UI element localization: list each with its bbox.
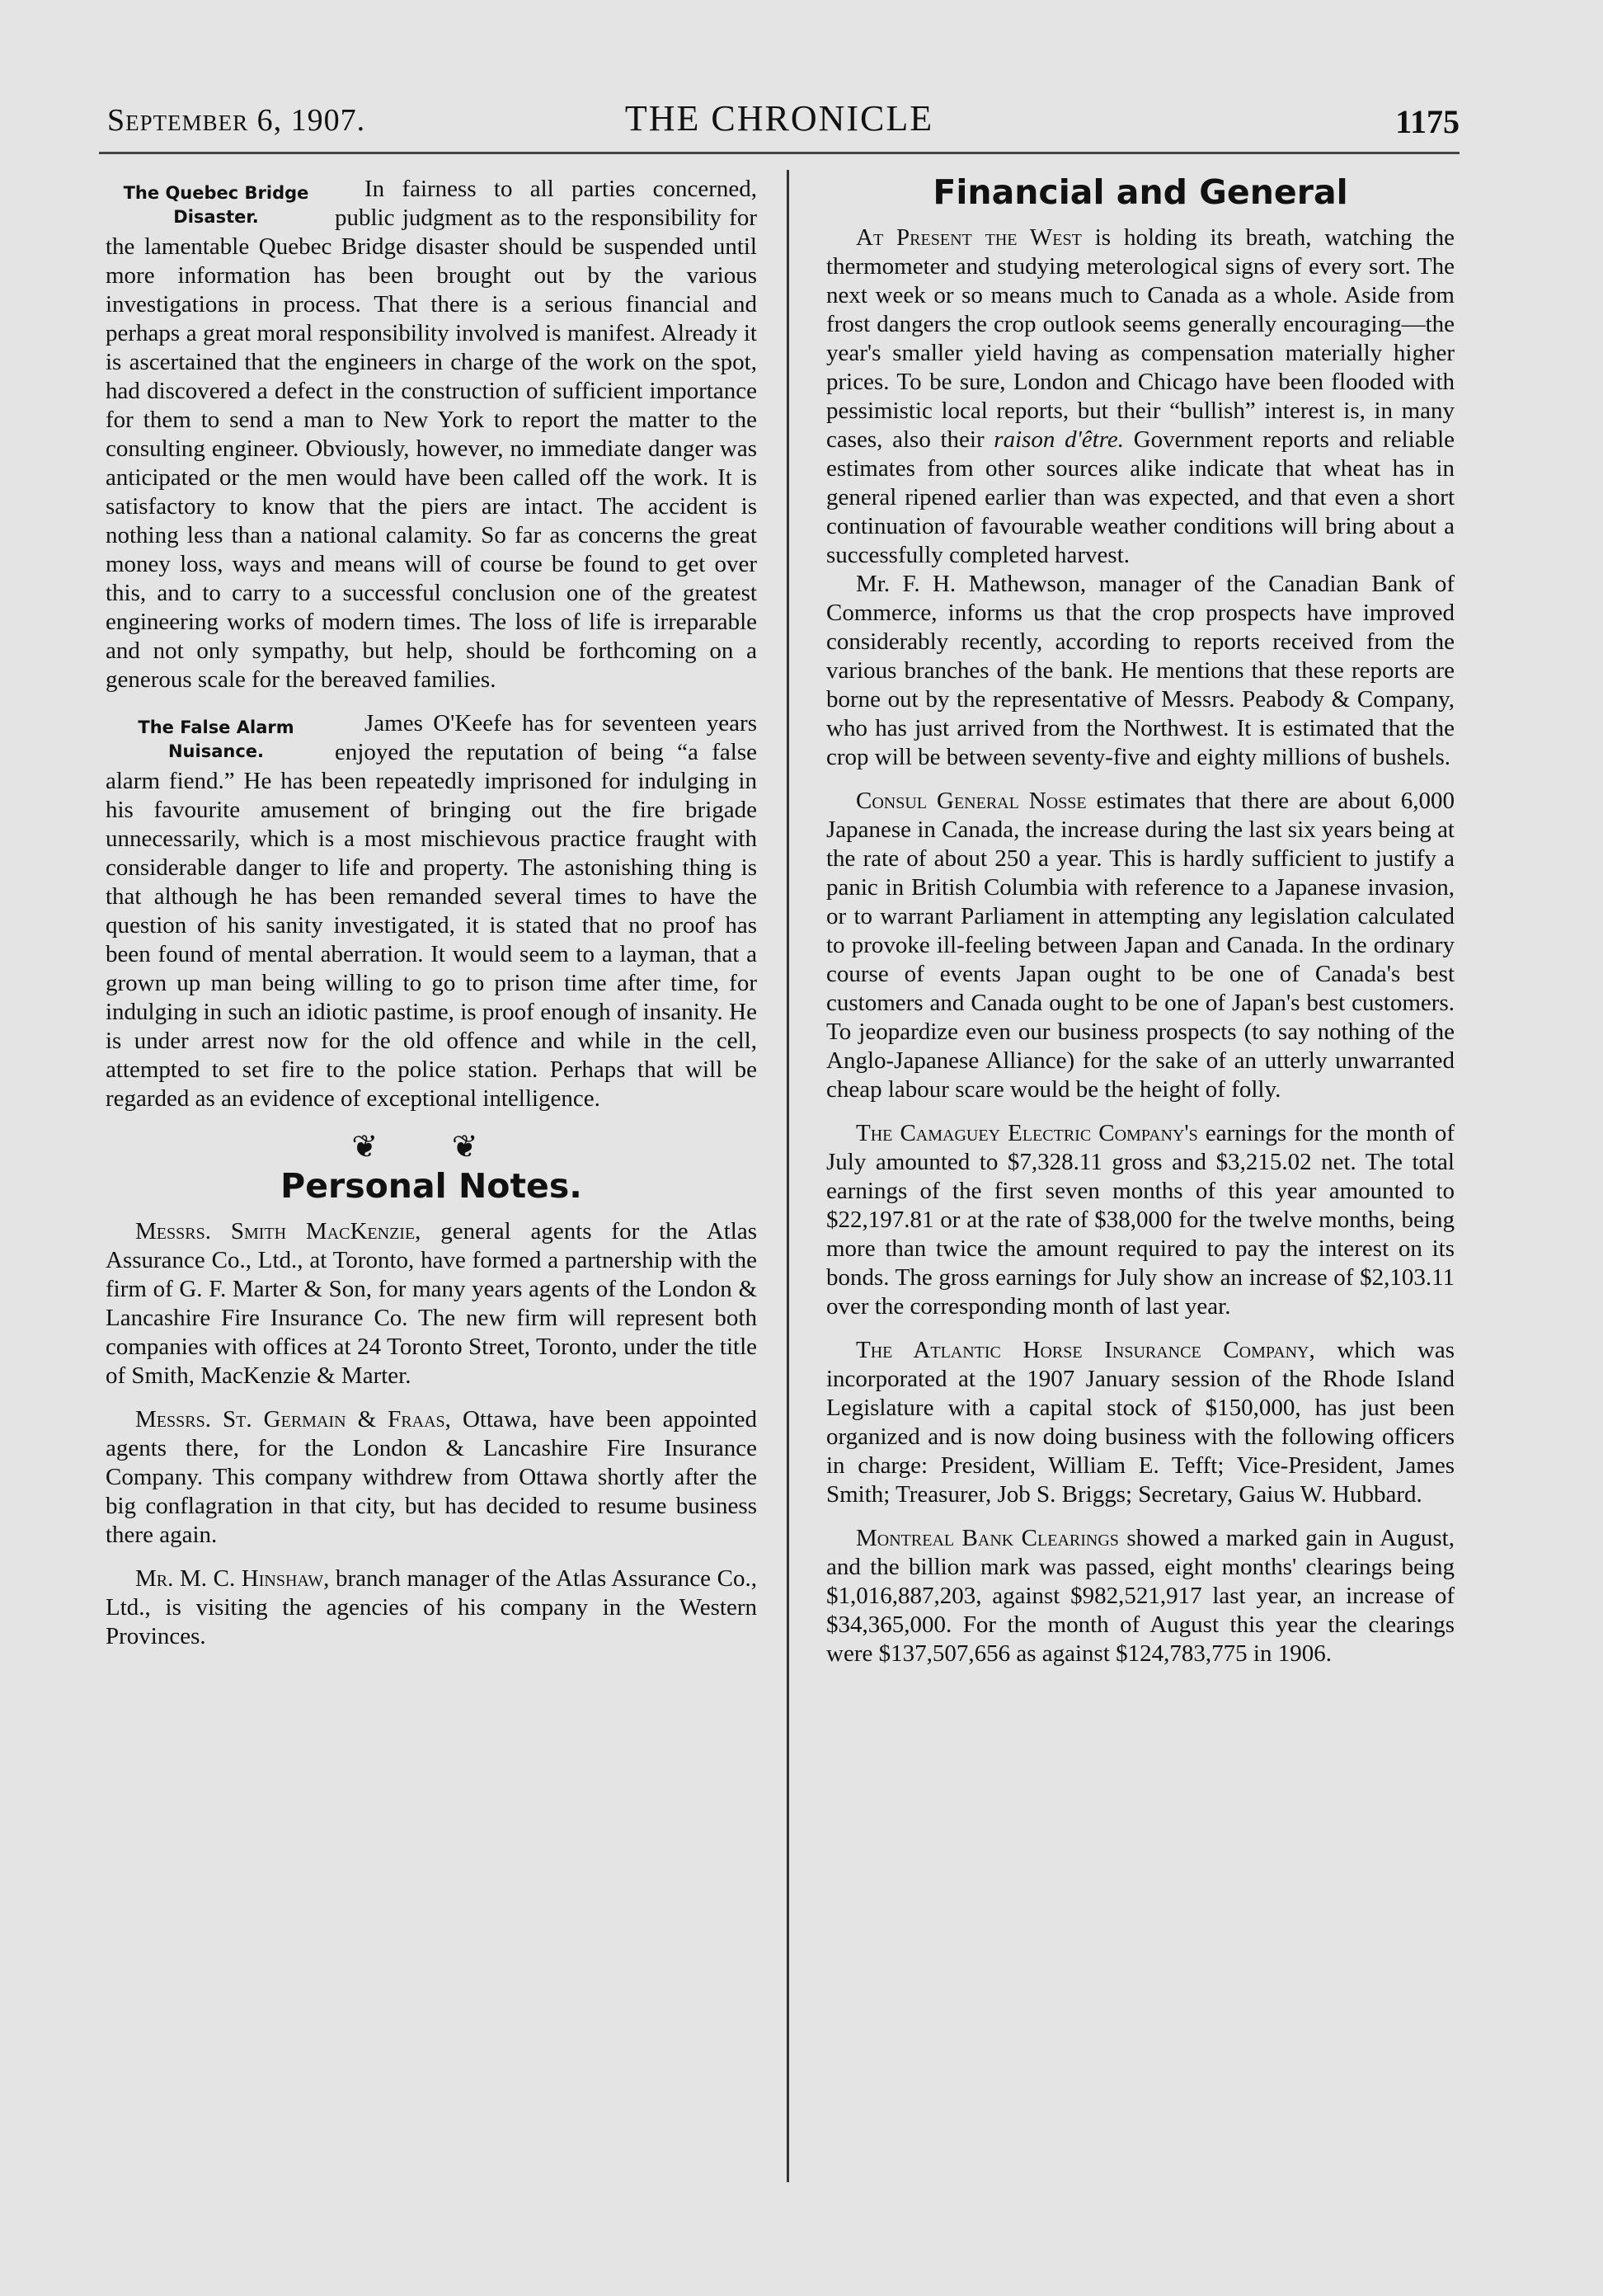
page-header: [99, 97, 1460, 147]
sidehead-line: The Quebec Bridge: [123, 183, 309, 203]
financial-item: [826, 223, 1455, 570]
note-lead: Mr. M. C. Hinshaw,: [135, 1565, 330, 1592]
article-body: James O'Keefe has for seventeen years enjoyed the reputation of being “a false alarm fiend.” He has been repeatedly imprisoned for indulging in his favourite amusement of bringing out the fire brigade unnecessarily, which is a most mischievous practice fraught with considerable danger to life and property. The astonishing thing is that although he has been remanded several times to have the question of his sanity investigated, it is stated that no proof has been found of mental aberration. It would seem to a layman, that a grown up man being willing to go to prison time after time, for indulging in such an idiotic pastime, is proof enough of insanity. He is under arrest now for the old offence and while in the cell, attempted to set fire to the police station. Perhaps that will be regarded as an evidence of exceptional intelligence.: [106, 710, 757, 1112]
financial-item: [826, 1336, 1455, 1509]
article-body: In fairness to all parties concerned, public judgment as to the responsibility for the lamentable Quebec Bridge disaster should be suspended until more information has been brought out by the various investigations in process. That there is a serious financial and perhaps a great moral responsibility involved is manifest. Already it is ascertained that the engineers in charge of the work on the spot, had discovered a defect in the construction of sufficient importance for them to send a man to New York to report the matter to the consulting engineer. Obviously, however, no immediate danger was anticipated or the men would have been called off the work. It is satisfactory to know that the piers are intact. The accident is nothing less than a national calamity. So far as concerns the great money loss, ways and means will of course be found to get over this, and to carry to a successful conclusion one of the greatest engineering works of modern times. The loss of life is irreparable and not only sympathy, but help, should be forthcoming on a generous scale for the bereaved families.: [106, 176, 757, 693]
header-rule: [99, 152, 1460, 154]
column-divider: [787, 170, 789, 2182]
personal-note: [106, 1217, 757, 1390]
section-title-financial: Financial and General: [933, 172, 1348, 212]
note-lead: Messrs. St. Germain & Fraas,: [135, 1406, 451, 1433]
publication-title: THE CHRONICLE: [624, 98, 934, 139]
item-text: earnings for the month of July amounted to $7,328.11 gross and $3,215.02 net. The total earnings of the first seven months of this year amounted to $22,197.81 or at the rate of $38,000 for the twelve months, being more than twice the amount required to pay the interest on its bonds. The gross earnings for July show an increase of $2,103.11 over the corresponding month of last year.: [826, 1120, 1455, 1320]
note-text: branch manager of the Atlas Assurance Co., Ltd., is visiting the agencies of his company in the Western Provinces.: [106, 1565, 757, 1649]
issue-date: September 6, 1907.: [107, 103, 366, 138]
page-number: 1175: [1395, 103, 1460, 140]
item-lead: The Camaguey Electric Company's: [856, 1120, 1198, 1146]
personal-note: [106, 1405, 757, 1550]
financial-item: Mr. F. H. Mathewson, manager of the Canadian Bank of Commerce, informs us that the crop prospects have improved considerably recently, according to reports received from the various branches of the bank. He mentions that these reports are borne out by the representative of Messrs. Peabody & Company, who has just arrived from the Northwest. It is estimated that the crop will be between seventy-five and eighty millions of bushels.: [826, 571, 1455, 770]
sidehead-quebec-bridge: [106, 181, 327, 229]
item-text: Government reports and reliable estimates from other sources alike indicate that wheat has in general ripened earlier than was expected, and that even a short continuation of favourable weather conditions will bring about a successfully completed harvest.: [826, 426, 1455, 568]
sidehead-false-alarm: [106, 716, 327, 764]
article-quebec-bridge: [106, 175, 757, 694]
note-text: general agents for the Atlas Assurance Co., Ltd., at Toronto, have formed a partnership with the firm of G. F. Marter & Son, for many years agents of the London & Lancashire Fire Insurance Co. The new firm will represent both companies with offices at 24 Toronto Street, Toronto, under the title of Smith, MacKenzie & Marter.: [106, 1218, 757, 1389]
personal-note: [106, 1564, 757, 1651]
financial-item: [826, 1119, 1455, 1321]
fleuron-ornament: ❦ ❦: [351, 1130, 511, 1164]
item-lead: Consul General Nosse: [856, 788, 1087, 814]
item-text: which was incorporated at the 1907 January session of the Rhode Island Legislature with a capital stock of $150,000, has just been organized and is now doing business with the following officers in charge: President, William E. Tefft; Vice-President, James Smith; Treasurer, Job S. Briggs; Secretary, Gaius W. Hubbard.: [826, 1337, 1455, 1508]
item-text: showed a marked gain in August, and the billion mark was passed, eight months' clearings being $1,016,887,203, against $982,521,917 last year, an increase of $34,365,000. For the month of August this year the clearings were $137,507,656 as against $124,783,775 in 1906.: [826, 1525, 1455, 1667]
item-italic: raison d'être.: [994, 426, 1125, 453]
note-text: Ottawa, have been appointed agents there, for the London & Lancashire Fire Insurance Company. This company withdrew from Ottawa shortly after the big conflagration in that city, but has decided to resume business there again.: [106, 1406, 758, 1548]
item-lead: At Present the West: [856, 224, 1082, 251]
item-lead: The Atlantic Horse Insurance Company,: [856, 1337, 1315, 1363]
sidehead-line: The False Alarm: [138, 718, 294, 737]
item-text: is holding its breath, watching the thermometer and studying meterological signs of every sort. The next week or so means much to Canada as a whole. Aside from frost dangers the crop outlook seems generally encouraging—the year's smaller yield having as compensation materially higher prices. To be sure, London and Chicago have been flooded with pessimistic local reports, but their “bullish” interest is, in many cases, also their: [826, 224, 1455, 453]
sidehead-line: Disaster.: [173, 207, 259, 227]
note-lead: Messrs. Smith MacKenzie,: [135, 1218, 421, 1244]
sidehead-line: Nuisance.: [167, 741, 264, 761]
item-text: estimates that there are about 6,000 Japanese in Canada, the increase during the last six years being at the rate of about 250 a year. This is hardly sufficient to justify a panic in British Columbia with reference to a Japanese invasion, or to warrant Parliament in attempting any legislation calculated to provoke ill-feeling between Japan and Canada. In the ordinary course of events Japan ought to be one of Canada's best customers and Canada ought to be one of Japan's best customers. To jeopardize even our business prospects (to say nothing of the Anglo-Japanese Alliance) for the sake of an utterly unwarranted cheap labour scare would be the height of folly.: [826, 788, 1455, 1103]
section-title-personal-notes: Personal Notes.: [280, 1166, 582, 1206]
financial-item: [826, 1524, 1455, 1668]
article-false-alarm: [106, 709, 757, 1113]
item-lead: Montreal Bank Clearings: [856, 1525, 1119, 1551]
left-column: [106, 175, 757, 1651]
financial-item: [826, 787, 1455, 1104]
right-column: [826, 172, 1455, 1668]
